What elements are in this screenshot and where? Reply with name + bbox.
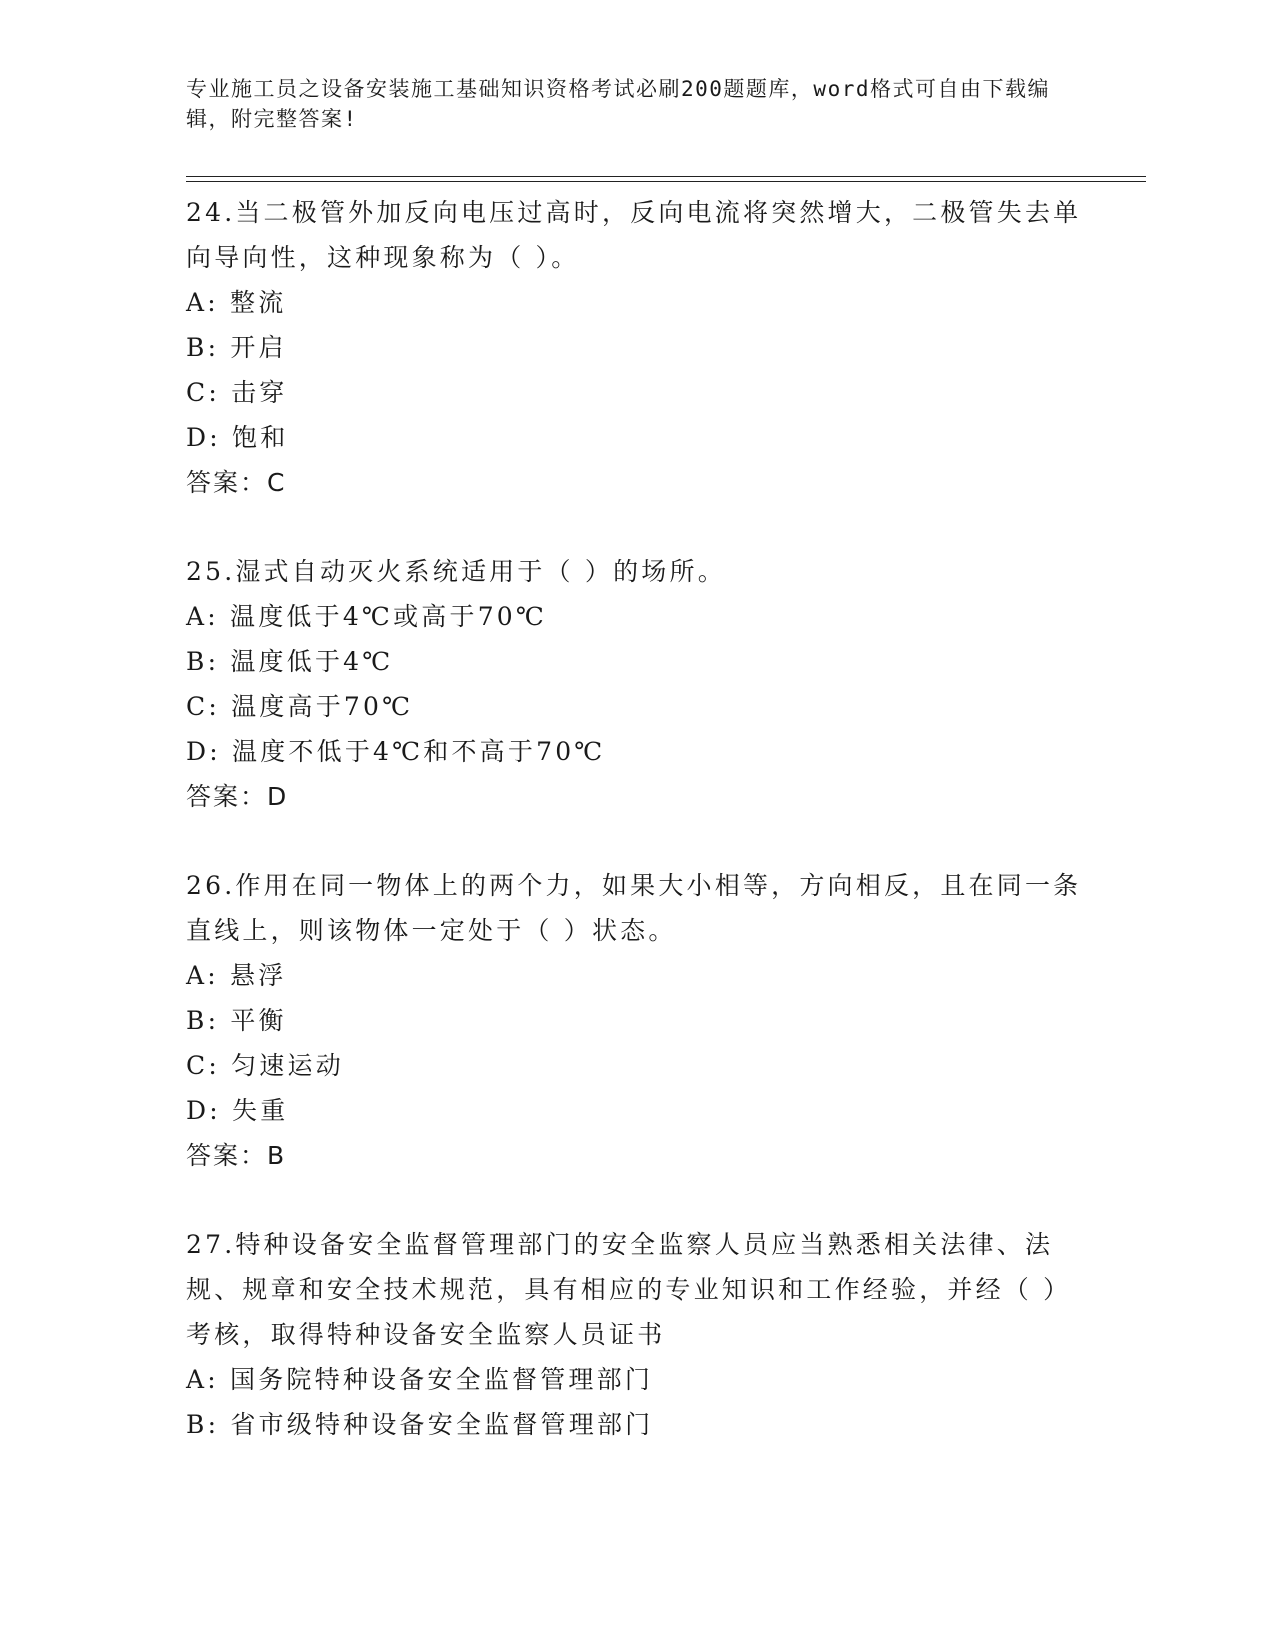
question-24 [186,190,1086,505]
option-d: D: 失重 [186,1096,289,1125]
option-a: A: 悬浮 [186,961,287,990]
question-text: 27.特种设备安全监督管理部门的安全监察人员应当熟悉相关法律、法规、规章和安全技术规范，具有相应的专业知识和工作经验，并经（ ）考核，取得特种设备安全监察人员证书 [186,1230,1072,1349]
document-header: 专业施工员之设备安装施工基础知识资格考试必刷200题题库，word格式可自由下载编辑，附完整答案! [186,77,1050,131]
question-27 [186,1222,1086,1447]
question-25 [186,549,1086,819]
question-26 [186,863,1086,1178]
answer: 答案：B [186,1141,287,1170]
option-b: B: 省市级特种设备安全监督管理部门 [186,1410,654,1439]
answer: 答案：D [186,782,289,811]
option-c: C: 击穿 [186,378,288,407]
question-list [186,190,1086,1491]
question-text: 25.湿式自动灭火系统适用于（ ）的场所。 [186,557,726,586]
option-b: B: 平衡 [186,1006,287,1035]
option-d: D: 饱和 [186,423,289,452]
question-text: 26.作用在同一物体上的两个力，如果大小相等，方向相反，且在同一条直线上，则该物体一定处于（ ）状态。 [186,871,1082,945]
option-a: A: 国务院特种设备安全监督管理部门 [186,1365,654,1394]
question-text: 24.当二极管外加反向电压过高时，反向电流将突然增大，二极管失去单向导向性，这种现象称为（ ）。 [186,198,1082,272]
option-d: D: 温度不低于4℃和不高于70℃ [186,737,606,766]
option-b: B: 温度低于4℃ [186,647,394,676]
option-b: B: 开启 [186,333,287,362]
option-c: C: 匀速运动 [186,1051,344,1080]
answer: 答案：C [186,468,287,497]
option-a: A: 温度低于4℃或高于70℃ [186,602,548,631]
option-c: C: 温度高于70℃ [186,692,414,721]
header-double-rule [186,176,1146,182]
option-a: A: 整流 [186,288,287,317]
